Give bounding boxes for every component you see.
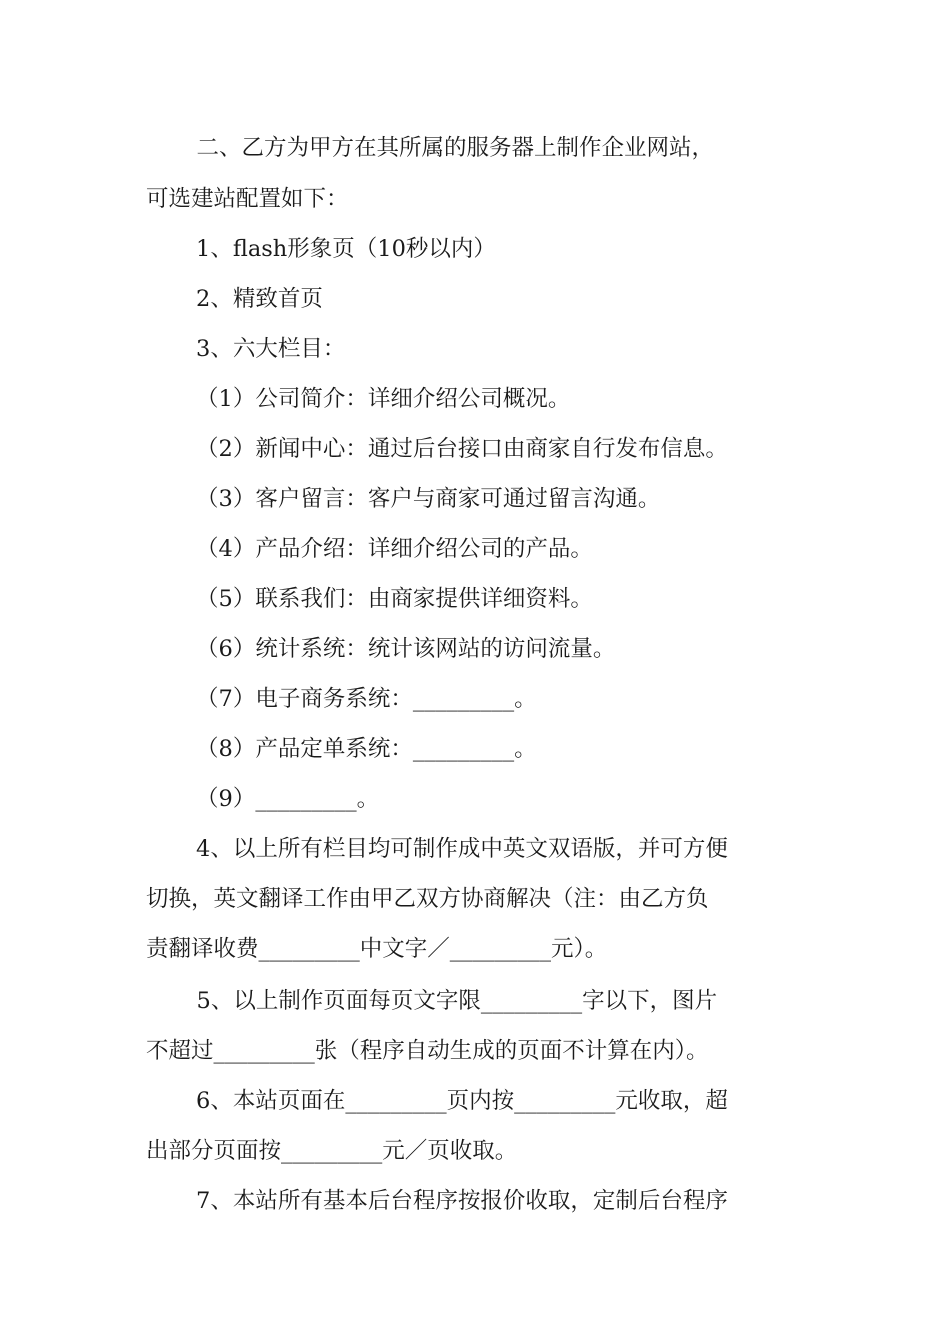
section-8-order-system: （8）产品定单系统：_________。 <box>196 736 537 762</box>
item-3-six-sections: 3、六大栏目： <box>196 336 346 362</box>
section-6-statistics: （6）统计系统：统计该网站的访问流量。 <box>196 636 616 662</box>
item-2-homepage: 2、精致首页 <box>196 286 323 312</box>
paragraph-2-heading: 二、乙方为甲方在其所属的服务器上制作企业网站， <box>174 135 715 161</box>
item-4-continuation-2: 责翻译收费_________中文字／_________元）。 <box>146 936 608 962</box>
item-5-text-limit: 5、以上制作页面每页文字限_________字以下，图片 <box>174 988 718 1014</box>
section-3-guestbook: （3）客户留言：客户与商家可通过留言沟通。 <box>196 486 661 512</box>
section-5-contact: （5）联系我们：由商家提供详细资料。 <box>196 586 593 612</box>
item-4-continuation-1: 切换，英文翻译工作由甲乙双方协商解决（注：由乙方负 <box>146 886 709 912</box>
paragraph-2-continuation: 可选建站配置如下： <box>146 186 349 212</box>
section-7-ecommerce: （7）电子商务系统：_________。 <box>196 686 537 712</box>
section-9-blank: （9）_________。 <box>196 786 380 812</box>
item-7-backend-pricing: 7、本站所有基本后台程序按报价收取，定制后台程序 <box>196 1188 728 1214</box>
section-2-news-center: （2）新闻中心：通过后台接口由商家自行发布信息。 <box>196 436 728 462</box>
item-5-continuation: 不超过_________张（程序自动生成的页面不计算在内）。 <box>146 1038 709 1064</box>
section-1-company-intro: （1）公司简介：详细介绍公司概况。 <box>196 386 571 412</box>
item-6-page-pricing: 6、本站页面在_________页内按_________元收取，超 <box>196 1088 728 1114</box>
item-6-continuation: 出部分页面按_________元／页收取。 <box>146 1138 518 1164</box>
item-4-bilingual: 4、以上所有栏目均可制作成中英文双语版，并可方便 <box>196 836 728 862</box>
item-1-flash-page: 1、flash形象页（10秒以内） <box>196 236 496 262</box>
section-4-products: （4）产品介绍：详细介绍公司的产品。 <box>196 536 593 562</box>
